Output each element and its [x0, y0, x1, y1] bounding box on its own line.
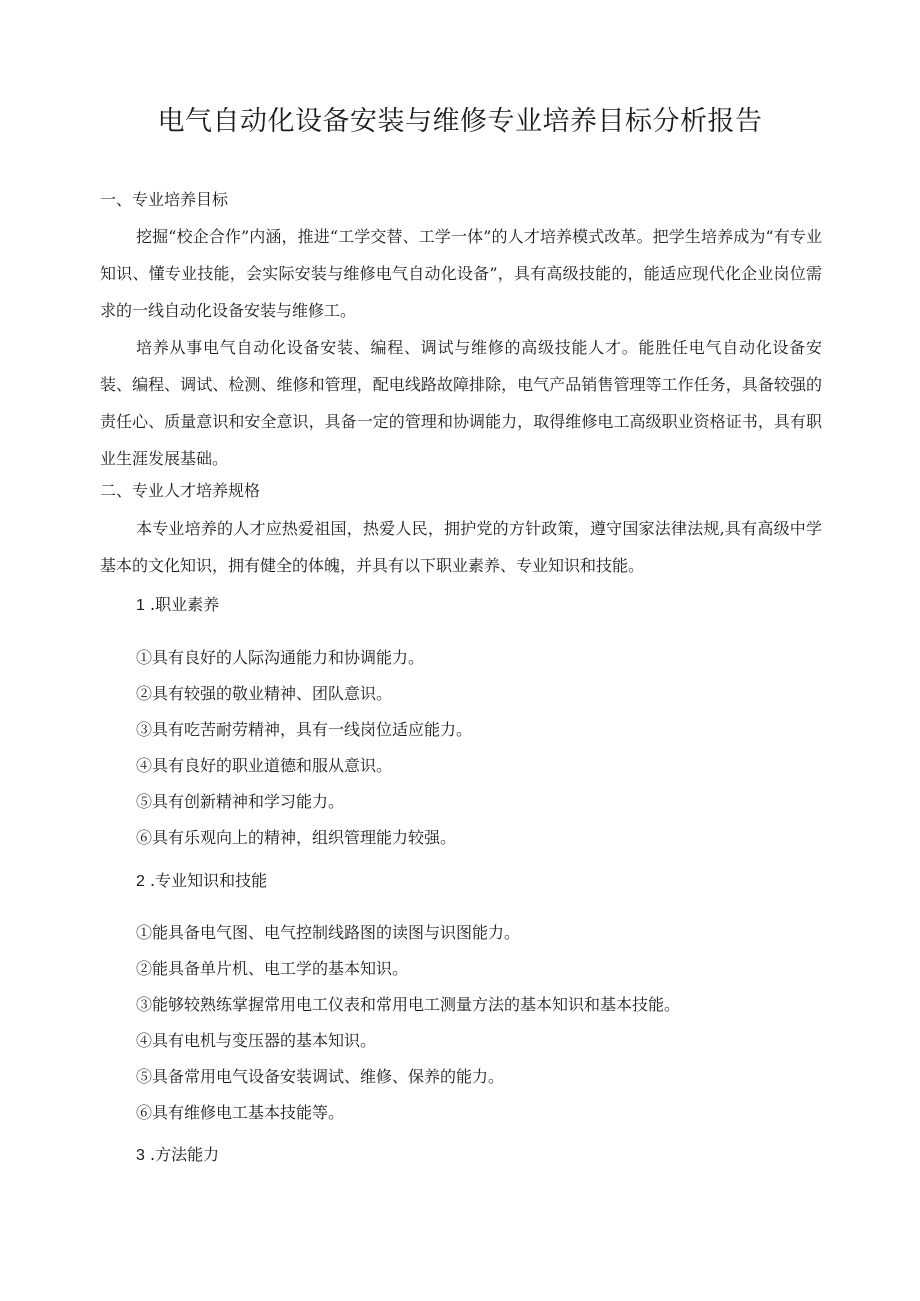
list-item: ②具有较强的敬业精神、团队意识。 [136, 684, 393, 703]
section-2-intro: 本专业培养的人才应热爱祖国，热爱人民，拥护党的方针政策，遵守国家法律法规,具有高级中学基本的文化知识，拥有健全的体魄，并具有以下职业素养、专业知识和技能。 [100, 519, 822, 575]
subsection-3-number: 3 [136, 1147, 145, 1164]
list-item: ③能够较熟练掌握常用电工仪表和常用电工测量方法的基本知识和基本技能。 [136, 995, 681, 1014]
section-2-heading: 二、专业人才培养规格 [100, 481, 261, 500]
section-1-paragraph-2: 培养从事电气自动化设备安装、编程、调试与维修的高级技能人才。能胜任电气自动化设备安装、编程、调试、检测、维修和管理，配电线路故障排除，电气产品销售管理等工作任务，具备较强的责任心、质量意识和安全意识，具备一定的管理和协调能力，取得维修电工高级职业资格证书，具有职业生涯发展基础。 [100, 338, 822, 468]
subsection-3-label: .方法能力 [144, 1145, 220, 1164]
section-1-heading: 一、专业培养目标 [100, 190, 229, 209]
list-item: ①具有良好的人际沟通能力和协调能力。 [136, 648, 425, 667]
subsection-1-number: 1 [136, 597, 145, 614]
list-item: ①能具备电气图、电气控制线路图的读图与识图能力。 [136, 923, 521, 942]
list-item: ④具有电机与变压器的基本知识。 [136, 1031, 377, 1050]
list-item: ④具有良好的职业道德和服从意识。 [136, 756, 393, 775]
list-item: ③具有吃苦耐劳精神，具有一线岗位适应能力。 [136, 720, 473, 739]
subsection-2-label: .专业知识和技能 [144, 871, 268, 890]
subsection-1-label: .职业素养 [144, 595, 220, 614]
list-item: ⑥具有维修电工基本技能等。 [136, 1103, 345, 1122]
subsection-2-heading [136, 869, 267, 894]
list-item: ⑤具备常用电气设备安装调试、维修、保养的能力。 [136, 1067, 505, 1086]
document-title: 电气自动化设备安装与维修专业培养目标分析报告 [157, 106, 763, 137]
section-1-paragraph-1: 挖掘“校企合作”内涵，推进“工学交替、工学一体”的人才培养模式改革。把学生培养成为“有专业知识、懂专业技能，会实际安装与维修电气自动化设备”，具有高级技能的，能适应现代化企业岗位需求的一线自动化设备安装与维修工。 [100, 227, 822, 320]
list-item: ②能具备单片机、电工学的基本知识。 [136, 959, 409, 978]
subsection-3-heading [136, 1143, 219, 1168]
subsection-1-heading [136, 593, 219, 618]
list-item: ⑥具有乐观向上的精神，组织管理能力较强。 [136, 828, 457, 847]
subsection-2-number: 2 [136, 873, 145, 890]
list-item: ⑤具有创新精神和学习能力。 [136, 792, 345, 811]
